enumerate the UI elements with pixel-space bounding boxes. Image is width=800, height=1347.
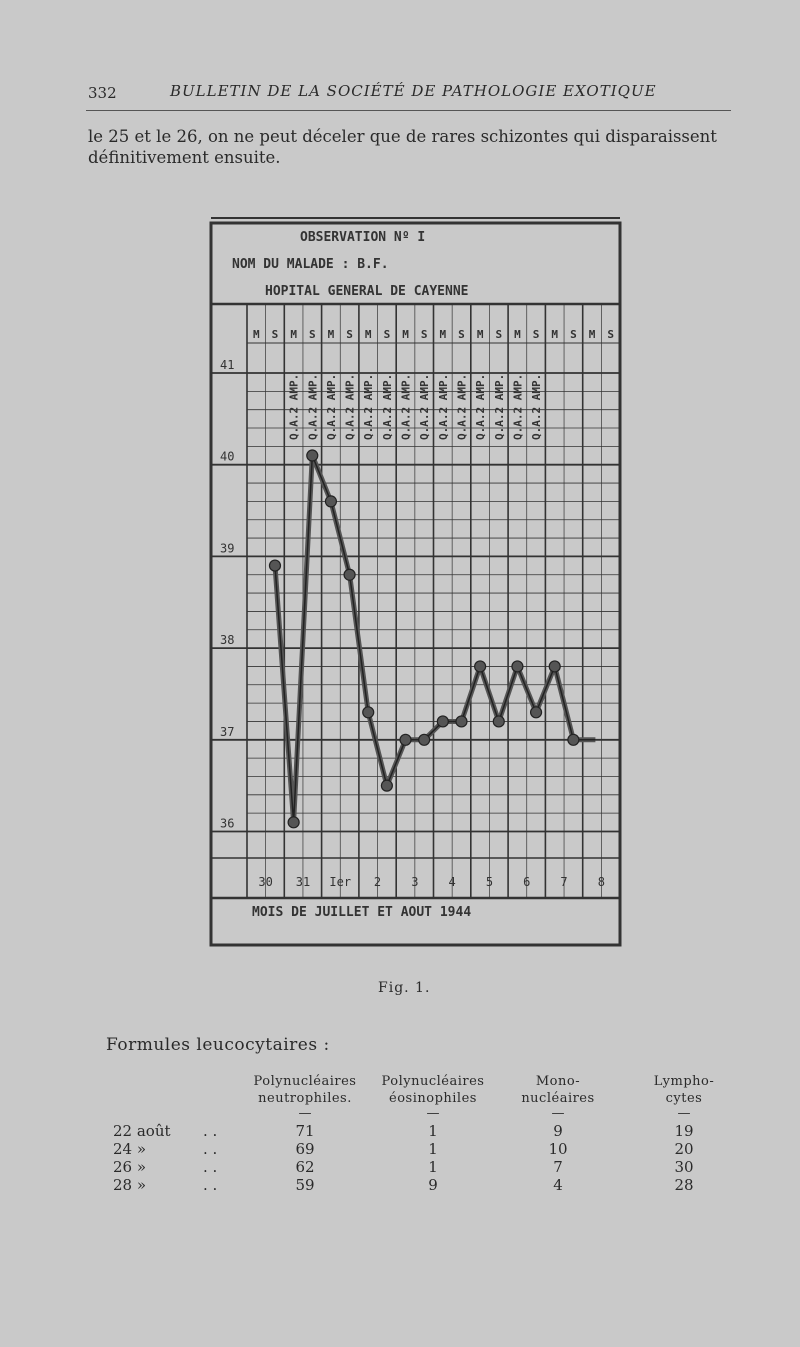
period-label: M — [402, 328, 409, 341]
column-header-line1: Polynucléaires — [381, 1074, 485, 1089]
running-title: BULLETIN DE LA SOCIÉTÉ DE PATHOLOGIE EXOTIQUE — [170, 82, 657, 100]
data-point — [288, 817, 299, 828]
day-label: 6 — [523, 875, 531, 889]
treatment-annotation: Q.A.2 AMP. — [455, 373, 469, 440]
day-label: 3 — [411, 875, 419, 889]
period-label: S — [495, 328, 503, 341]
period-label: S — [271, 328, 279, 341]
table-title: Formules leucocytaires : — [106, 1035, 330, 1055]
data-point — [456, 716, 467, 727]
period-label: M — [439, 328, 447, 341]
treatment-annotation: Q.A.2 AMP. — [399, 373, 413, 440]
intro-paragraph: le 25 et le 26, on ne peut déceler que de rares schizontes qui disparaissent définitivement ensuite. — [88, 127, 717, 167]
period-label: M — [514, 328, 521, 341]
table-cell: 28 — [674, 1176, 694, 1194]
chart-grid — [211, 304, 620, 898]
day-label: 31 — [295, 875, 311, 889]
day-label: 8 — [597, 875, 605, 889]
data-point — [381, 780, 392, 791]
period-label: M — [290, 328, 297, 341]
data-point — [475, 661, 486, 672]
table-cell: 7 — [553, 1158, 563, 1176]
column-header-line2: cytes — [665, 1091, 703, 1106]
y-tick-label: 41 — [220, 358, 235, 372]
period-label: S — [607, 328, 614, 341]
treatment-annotation: Q.A.2 AMP. — [418, 373, 432, 440]
chart-title-line: HOPITAL GENERAL DE CAYENNE — [265, 284, 469, 299]
day-label: 7 — [560, 875, 568, 889]
treatment-annotation: Q.A.2 AMP. — [511, 373, 525, 440]
data-point — [419, 734, 430, 745]
table-cell: 9 — [428, 1176, 438, 1194]
column-header-line1: Mono- — [535, 1074, 581, 1089]
table-cell: 30 — [674, 1158, 694, 1176]
y-tick-label: 40 — [220, 449, 235, 464]
column-header-line1: Lympho- — [653, 1074, 715, 1089]
day-label: 2 — [373, 875, 382, 889]
chart-title-line: OBSERVATION Nº I — [300, 230, 426, 245]
treatment-annotation: Q.A.2 AMP. — [436, 373, 450, 440]
y-tick-label: 37 — [220, 724, 235, 739]
treatment-annotation: Q.A.2 AMP. — [362, 373, 376, 440]
table-cell: 1 — [428, 1140, 438, 1158]
data-point — [493, 716, 504, 727]
day-label: Ier — [329, 875, 352, 889]
period-label: M — [364, 328, 372, 341]
data-point — [549, 661, 560, 672]
column-header-dash: — — [551, 1106, 565, 1121]
page-number: 332 — [88, 84, 117, 102]
data-point — [363, 707, 374, 718]
period-label: S — [308, 328, 316, 341]
treatment-annotation: Q.A.2 AMP. — [324, 373, 338, 440]
day-label: 5 — [485, 875, 494, 889]
series-line-core — [275, 456, 595, 823]
period-label: M — [327, 328, 335, 341]
column-header-dash: — — [298, 1106, 312, 1121]
period-label: M — [253, 328, 260, 341]
table-cell: 1 — [428, 1158, 438, 1176]
column-header-dash: — — [426, 1106, 440, 1121]
treatment-annotation: Q.A.2 AMP. — [492, 373, 506, 440]
treatment-annotation: Q.A.2 AMP. — [474, 373, 488, 440]
series-line — [275, 456, 595, 823]
table-row-label: 22 août — [113, 1122, 171, 1140]
data-point — [344, 569, 355, 580]
treatment-annotation: Q.A.2 AMP. — [380, 373, 394, 440]
day-label: 30 — [258, 875, 273, 889]
y-tick-label: 36 — [220, 816, 235, 831]
data-point — [437, 716, 448, 727]
period-label: S — [532, 328, 540, 341]
table-cell: 4 — [553, 1176, 563, 1194]
table-row-label: 26 » — [113, 1158, 147, 1176]
column-header-line1: Polynucléaires — [253, 1074, 357, 1089]
period-label: S — [346, 328, 353, 341]
table-row-dots: . . — [203, 1140, 218, 1158]
chart-marks — [269, 450, 595, 828]
chart-title-line: NOM DU MALADE : B.F. — [232, 257, 389, 272]
y-tick-label: 38 — [220, 633, 235, 648]
column-header-line2: éosinophiles — [389, 1091, 477, 1106]
period-label: S — [420, 328, 428, 341]
data-point — [531, 707, 542, 718]
table-cell: 10 — [548, 1140, 568, 1158]
y-tick-label: 39 — [220, 541, 235, 556]
table-cell: 20 — [674, 1140, 694, 1158]
table-cell: 59 — [295, 1176, 315, 1194]
data-point — [568, 734, 579, 745]
table-cell: 71 — [295, 1122, 315, 1140]
table-cell: 69 — [295, 1140, 315, 1158]
table-row-dots: . . — [203, 1176, 218, 1194]
x-axis-label: MOIS DE JUILLET ET AOUT 1944 — [252, 905, 472, 920]
period-label: S — [458, 328, 465, 341]
table-cell: 19 — [674, 1122, 694, 1140]
period-label: M — [476, 328, 484, 341]
column-header-dash: — — [677, 1106, 691, 1121]
table-row-dots: . . — [203, 1122, 218, 1140]
data-point — [307, 450, 318, 461]
figure-caption: Fig. 1. — [378, 980, 431, 996]
column-header-line2: nucléaires — [521, 1091, 595, 1106]
period-label: S — [383, 328, 391, 341]
treatment-annotation: Q.A.2 AMP. — [287, 373, 301, 440]
table-cell: 62 — [295, 1158, 315, 1176]
period-label: M — [551, 328, 559, 341]
treatment-annotation: Q.A.2 AMP. — [306, 373, 320, 440]
data-point — [325, 496, 336, 507]
data-point — [512, 661, 523, 672]
column-header-line2: neutrophiles. — [258, 1091, 352, 1106]
treatment-annotation: Q.A.2 AMP. — [530, 373, 544, 440]
period-label: S — [570, 328, 577, 341]
period-label: M — [588, 328, 596, 341]
treatment-annotation: Q.A.2 AMP. — [343, 373, 357, 440]
day-label: 4 — [448, 875, 456, 889]
table-row-label: 28 » — [113, 1176, 147, 1194]
table-row-label: 24 » — [113, 1140, 147, 1158]
data-point — [400, 734, 411, 745]
table-cell: 1 — [428, 1122, 438, 1140]
table-row-dots: . . — [203, 1158, 218, 1176]
table-cell: 9 — [553, 1122, 563, 1140]
data-point — [269, 560, 280, 571]
